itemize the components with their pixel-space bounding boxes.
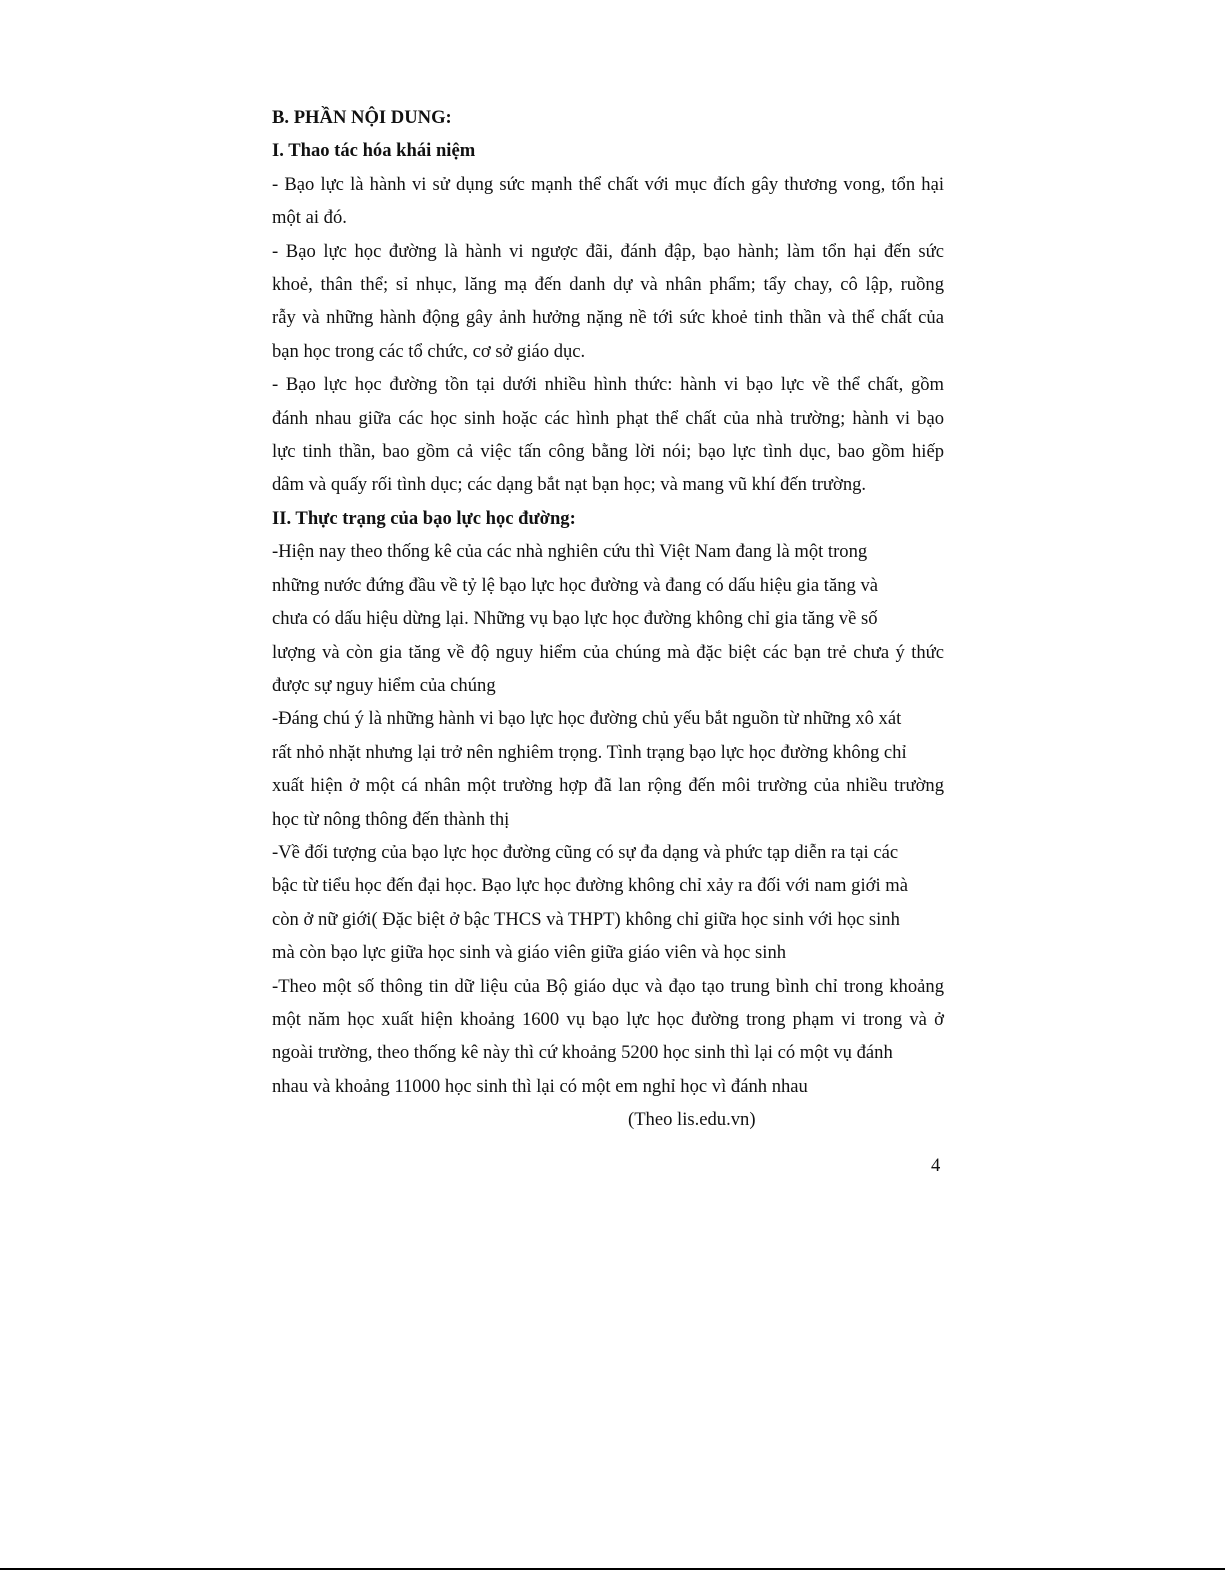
text-line: học từ nông thông đến thành thị: [272, 808, 510, 830]
bottom-rule: [0, 1568, 1225, 1570]
text-line: bậc từ tiểu học đến đại học. Bạo lực học đường không chỉ xảy ra đối với nam giới mà: [272, 875, 908, 897]
text-line: - Bạo lực học đường tồn tại dưới nhiều hình thức: hành vi bạo lực về thể chất, gồm: [272, 374, 944, 396]
text-line: được sự nguy hiểm của chúng: [272, 674, 496, 696]
section-heading: I. Thao tác hóa khái niệm: [272, 140, 476, 162]
text-line: rất nhỏ nhặt nhưng lại trở nên nghiêm trọng. Tình trạng bạo lực học đường không chỉ: [272, 741, 907, 763]
text-line: -Hiện nay theo thống kê của các nhà nghiên cứu thì Việt Nam đang là một trong: [272, 541, 868, 563]
text-line: -Theo một số thông tin dữ liệu của Bộ giáo dục và đạo tạo trung bình chỉ trong khoảng: [272, 975, 944, 997]
text-line: ngoài trường, theo thống kê này thì cứ khoảng 5200 học sinh thì lại có một vụ đánh: [272, 1042, 893, 1064]
text-line: rẫy và những hành động gây ảnh hưởng nặng nề tới sức khoẻ tinh thần và thể chất của: [272, 307, 944, 329]
text-line: - Bạo lực học đường là hành vi ngược đãi, đánh đập, bạo hành; làm tổn hại đến sức: [272, 240, 944, 262]
text-line: mà còn bạo lực giữa học sinh và giáo viên giữa giáo viên và học sinh: [272, 942, 787, 964]
document-body: [272, 101, 944, 1137]
text-line: lượng và còn gia tăng về độ nguy hiểm của chúng mà đặc biệt các bạn trẻ chưa ý thức: [272, 641, 944, 663]
text-line: lực tinh thần, bao gồm cả việc tấn công bằng lời nói; bạo lực tình dục, bao gồm hiếp: [272, 441, 944, 463]
text-line: - Bạo lực là hành vi sử dụng sức mạnh thể chất với mục đích gây thương vong, tổn hại: [272, 173, 944, 195]
text-line: nhau và khoảng 11000 học sinh thì lại có một em nghỉ học vì đánh nhau: [272, 1075, 808, 1097]
text-line: còn ở nữ giới( Đặc biệt ở bậc THCS và THPT) không chỉ giữa học sinh với học sinh: [272, 908, 900, 930]
text-line: khoẻ, thân thể; sỉ nhục, lăng mạ đến danh dự và nhân phẩm; tẩy chay, cô lập, ruồng: [272, 274, 944, 296]
section-heading: II. Thực trạng của bạo lực học đường:: [272, 507, 576, 529]
text-line: dâm và quấy rối tình dục; các dạng bắt nạt bạn học; và mang vũ khí đến trường.: [272, 474, 867, 496]
text-line: -Về đối tượng của bạo lực học đường cũng có sự đa dạng và phức tạp diễn ra tại các: [272, 841, 899, 863]
text-line: những nước đứng đầu về tỷ lệ bạo lực học đường và đang có dấu hiệu gia tăng và: [272, 574, 879, 596]
text-line: đánh nhau giữa các học sinh hoặc các hình phạt thể chất của nhà trường; hành vi bạo: [272, 407, 944, 429]
text-line: một năm học xuất hiện khoảng 1600 vụ bạo lực học đường trong phạm vi trong và ở: [272, 1008, 944, 1030]
text-line: một ai đó.: [272, 207, 347, 229]
text-line: -Đáng chú ý là những hành vi bạo lực học đường chủ yếu bắt nguồn từ những xô xát: [272, 708, 902, 730]
source-citation: (Theo lis.edu.vn): [628, 1109, 756, 1131]
text-line: xuất hiện ở một cá nhân một trường hợp đã lan rộng đến môi trường của nhiều trường: [272, 775, 944, 797]
section-heading: B. PHẦN NỘI DUNG:: [272, 107, 452, 128]
text-line: bạn học trong các tổ chức, cơ sở giáo dục.: [272, 340, 586, 362]
text-line: chưa có dấu hiệu dừng lại. Những vụ bạo lực học đường không chỉ gia tăng về số: [272, 608, 878, 630]
page-number: 4: [931, 1155, 941, 1176]
